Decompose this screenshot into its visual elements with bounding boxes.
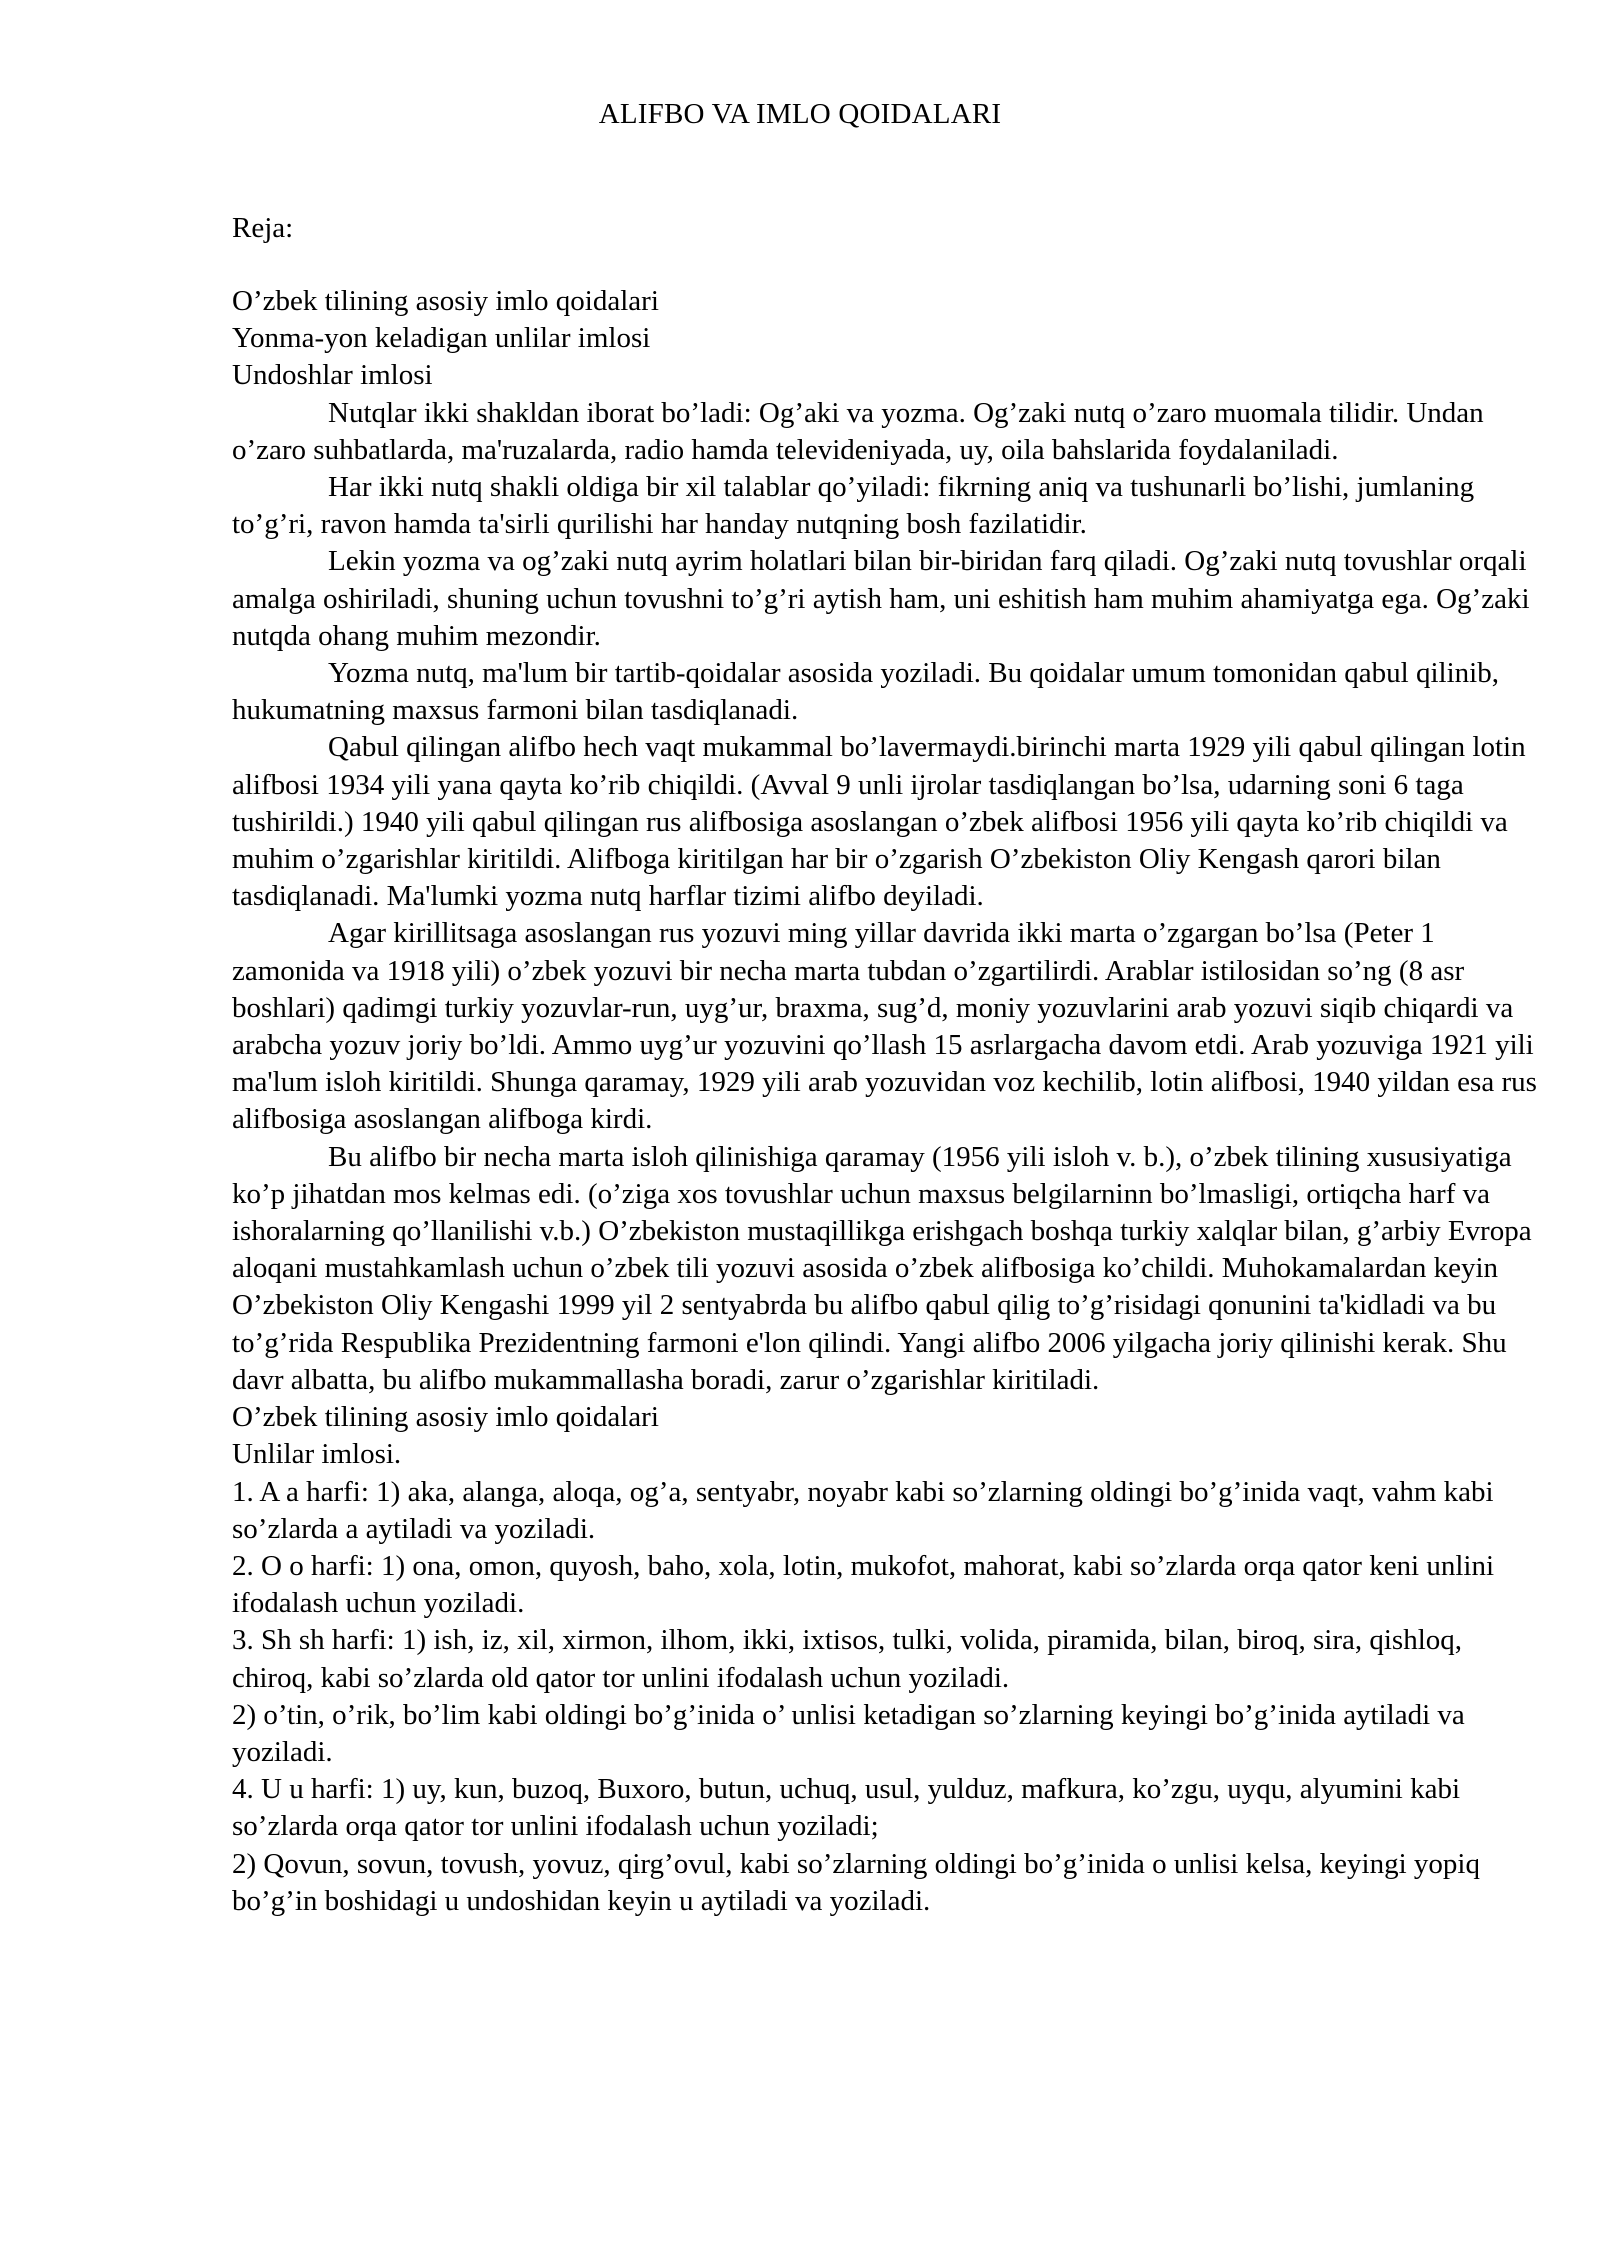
document-title: ALIFBO VA IMLO QOIDALARI <box>598 98 1002 130</box>
paragraph: Qabul qilingan alifbo hech vaqt mukammal bo’lavermaydi.birinchi marta 1929 yili qabul qilingan lotin alifbosi 1934 yili yana qayta ko’rib chiqildi. (Avval 9 unli ijrolar tasdiqlangan bo’lsa, udarning soni 6 taga tushirildi.) 1940 yili qabul qilingan rus alifbosiga asoslangan o’zbek alifbosi 1956 yili qayta ko’rib chiqildi va muhim o’zgarishlar kiritildi. Alifboga kiritilgan har bir o’zgarish O’zbekiston Oliy Kengash qarori bilan tasdiqlanadi. Ma'lumki yozma nutq harflar tizimi alifbo deyiladi. <box>232 731 1526 913</box>
subsection-heading: Unlilar imlosi. <box>232 1438 402 1471</box>
rule-item: 2) Qovun, sovun, tovush, yovuz, qirg’ovul, kabi so’zlarning oldingi bo’g’inida o unlisi kelsa, keyingi yopiq bo’g’in boshidagi u undoshidan keyin u aytiladi va yoziladi. <box>232 1847 1480 1917</box>
rule-item: 1. A a harfi: 1) aka, alanga, aloqa, og’a, sentyabr, noyabr kabi so’zlarning oldingi bo’g’inida vaqt, vahm kabi so’zlarda a aytiladi va yoziladi. <box>232 1475 1494 1545</box>
rule-item: 3. Sh sh harfi: 1) ish, iz, xil, xirmon, ilhom, ikki, ixtisos, tulki, volida, piramida, bilan, biroq, sira, qishloq, chiroq, kabi so’zlarda old qator tor unlini ifodalash uchun yoziladi. <box>232 1624 1463 1694</box>
paragraph: Bu alifbo bir necha marta isloh qilinishiga qaramay (1956 yili isloh v. b.), o’zbek tilining xususiyatiga ko’p jihatdan mos kelmas edi. (o’ziga xos tovushlar uchun maxsus belgilarninn bo’lmasligi, ortiqcha harf va ishoralarning qo’llanilishi v.b.) O’zbekiston mustaqillikga erishgach boshqa turkiy xalqlar bilan, g’arbiy Evropa aloqani mustahkamlash uchun o’zbek tili yozuvi asosida o’zbek alifbosiga ko’childi. Muhokamalardan keyin O’zbekiston Oliy Kengashi 1999 yil 2 sentyabrda bu alifbo qabul qilig to’g’risidagi qonunini ta'kidladi va bu to’g’rida Respublika Prezidentning farmoni e'lon qilindi. Yangi alifbo 2006 yilgacha joriy qilinishi kerak. Shu davr albatta, bu alifbo mukammallasha boradi, zarur o’zgarishlar kiritiladi. <box>232 1140 1532 1396</box>
document-body <box>232 283 1542 1920</box>
paragraph: Yozma nutq, ma'lum bir tartib-qoidalar asosida yoziladi. Bu qoidalar umum tomonidan qabul qilinib, hukumatning maxsus farmoni bilan tasdiqlanadi. <box>232 657 1499 727</box>
plan-item: O’zbek tilining asosiy imlo qoidalari <box>232 285 659 317</box>
plan-item: Yonma-yon keladigan unlilar imlosi <box>232 322 651 355</box>
paragraph: Nutqlar ikki shakldan iborat bo’ladi: Og’aki va yozma. Og’zaki nutq o’zaro muomala tilidir. Undan o’zaro suhbatlarda, ma'ruzalarda, radio hamda televideniyada, uy, oila bahslarida foydalaniladi. <box>232 396 1484 466</box>
paragraph: Lekin yozma va og’zaki nutq ayrim holatlari bilan bir-biridan farq qiladi. Og’zaki nutq tovushlar orqali amalga oshiriladi, shuning uchun tovushni to’g’ri aytish ham, uni eshitish ham muhim ahamiyatga ega. Og’zaki nutqda ohang muhim mezondir. <box>232 545 1530 652</box>
rule-item: 2. O o harfi: 1) ona, omon, quyosh, baho, xola, lotin, mukofot, mahorat, kabi so’zlarda orqa qator keni unlini ifodalash uchun yoziladi. <box>232 1549 1495 1620</box>
plan-heading: Reja: <box>232 212 294 244</box>
rule-item: 2) o’tin, o’rik, bo’lim kabi oldingi bo’g’inida o’ unlisi ketadigan so’zlarning keyingi bo’g’inida aytiladi va yoziladi. <box>232 1698 1465 1768</box>
plan-item: Undoshlar imlosi <box>232 359 433 392</box>
paragraph: Har ikki nutq shakli oldiga bir xil talablar qo’yiladi: fikrning aniq va tushunarli bo’lishi, jumlaning to’g’ri, ravon hamda ta'sirli qurilishi har handay nutqning bosh fazilatidir. <box>232 471 1475 541</box>
paragraph: Agar kirillitsaga asoslangan rus yozuvi ming yillar davrida ikki marta o’zgargan bo’lsa (Peter 1 zamonida va 1918 yili) o’zbek yozuvi bir necha marta tubdan o’zgartilirdi. Arablar istilosidan so’ng (8 asr boshlari) qadimgi turkiy yozuvlar-run, uyg’ur, braxma, sug’d, moniy yozuvlarini arab yozuvi siqib chiqardi va arabcha yozuv joriy bo’ldi. Ammo uyg’ur yozuvini qo’llash 15 asrlargacha davom etdi. Arab yozuviga 1921 yili ma'lum isloh kiritildi. Shunga qaramay, 1929 yili arab yozuvidan voz kechilib, lotin alifbosi, 1940 yildan esa rus alifbosiga asoslangan alifboga kirdi. <box>232 917 1537 1136</box>
rule-item: 4. U u harfi: 1) uy, kun, buzoq, Buxoro, butun, uchuq, usul, yulduz, mafkura, ko’zgu, uyqu, alyumini kabi so’zlarda orqa qator tor unlini ifodalash uchun yoziladi; <box>232 1773 1461 1843</box>
section-heading: O’zbek tilining asosiy imlo qoidalari <box>232 1401 659 1434</box>
